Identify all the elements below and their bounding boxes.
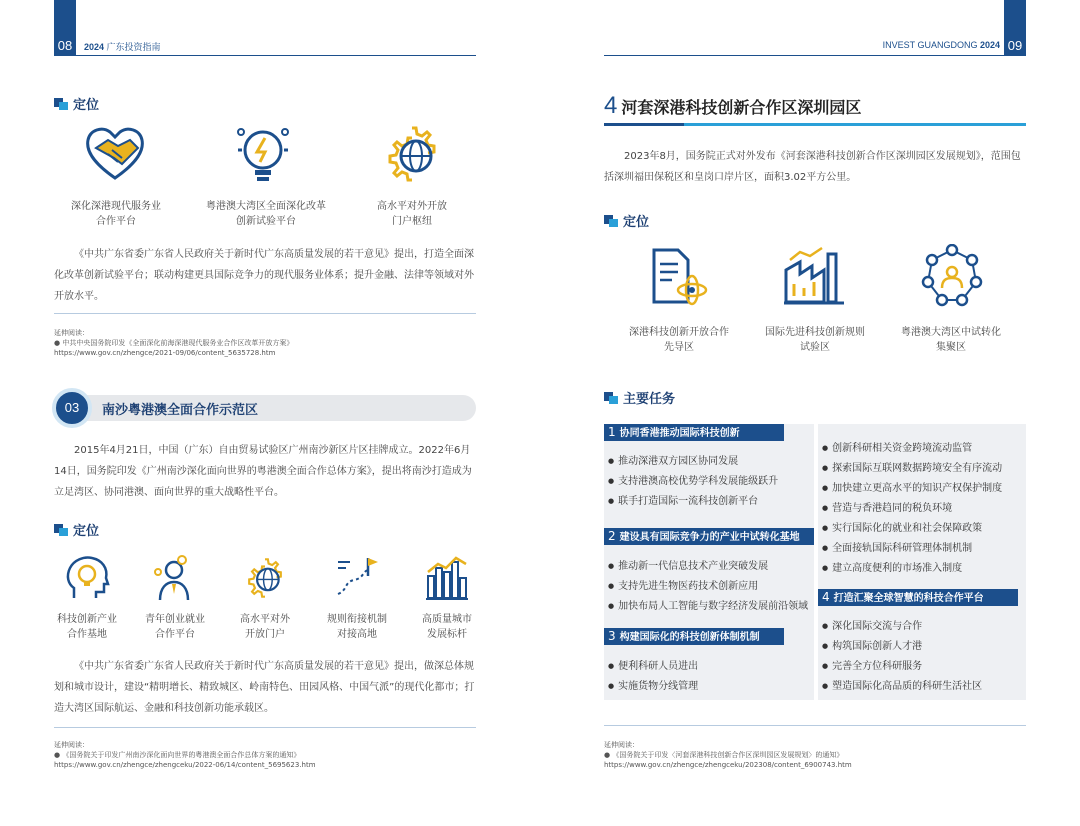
section-03-paragraph: 2015年4月21日，中国（广东）自由贸易试验区广州南沙新区片区挂牌成立。2022年6月14日，国务院印发《广州南沙深化面向世界的粤港澳全面合作总体方案》，提出将南沙打造成为立足湾区、协同港澳、面向世界的重大战略性平台。 bbox=[54, 445, 472, 498]
section-marker-icon bbox=[604, 392, 618, 404]
task-item: ● 加快布局人工智能与数字经济发展前沿领域 bbox=[608, 597, 808, 612]
task-group-2-header: 2 建设具有国际竞争力的产业中试转化基地 bbox=[604, 528, 814, 545]
right-header-rule bbox=[604, 55, 1026, 56]
divider bbox=[604, 725, 1026, 726]
icon-caption: 高质量城市 发展标杆 bbox=[422, 614, 472, 640]
left-page-number: 08 bbox=[54, 0, 76, 56]
task-item: ● 创新科研相关资金跨境流动监管 bbox=[822, 439, 972, 454]
left-header-label: 广东投资指南 bbox=[106, 42, 161, 52]
left-positioning-label: 定位 bbox=[54, 94, 99, 113]
section-marker-icon bbox=[54, 524, 68, 536]
section-marker-icon bbox=[54, 98, 68, 110]
icon-caption: 粤港澳大湾区中试转化 集聚区 bbox=[901, 327, 1001, 353]
task-item: ● 塑造国际化高品质的科研生活社区 bbox=[822, 677, 982, 692]
section-4-number: 4 bbox=[604, 92, 618, 119]
section-4-rule-light bbox=[684, 123, 1026, 126]
icon-caption: 深港科技创新开放合作 先导区 bbox=[629, 327, 729, 353]
left-reference-1: 延伸阅读： ● 中共中央国务院印发《全面深化前海深港现代服务业合作区改革开放方案》 https://www.gov.cn/zhengce/2021-09/06/content_5635728.htm bbox=[54, 329, 294, 357]
factory-chart-icon bbox=[782, 244, 848, 312]
left-positioning-label-2: 定位 bbox=[54, 520, 99, 539]
icon-caption: 高水平对外 开放门户 bbox=[240, 614, 290, 640]
city-chart-icon bbox=[424, 554, 470, 606]
section-4-rule-dark bbox=[604, 123, 684, 126]
task-item: ● 推动深港双方园区协同发展 bbox=[608, 452, 738, 467]
document-atom-icon bbox=[648, 244, 710, 312]
section-03-title: 南沙粤港澳全面合作示范区 bbox=[102, 403, 259, 418]
task-item: ● 建立高度便利的市场准入制度 bbox=[822, 559, 962, 574]
task-item: ● 探索国际互联网数据跨境安全有序流动 bbox=[822, 459, 1002, 474]
right-page-number: 09 bbox=[1004, 0, 1026, 56]
left-header-title bbox=[84, 40, 161, 53]
right-header-title bbox=[883, 40, 1000, 50]
icon-caption: 青年创业就业 合作平台 bbox=[145, 614, 205, 640]
icon-caption: 高水平对外开放 门户枢纽 bbox=[377, 201, 447, 227]
task-group-4-header: 4 打造汇聚全球智慧的科技合作平台 bbox=[818, 589, 1018, 606]
task-item: ● 便利科研人员进出 bbox=[608, 657, 698, 672]
divider bbox=[54, 313, 476, 314]
gear-globe-icon bbox=[242, 554, 288, 606]
main-tasks-label: 主要任务 bbox=[604, 388, 675, 407]
task-item: ● 推动新一代信息技术产业突破发展 bbox=[608, 557, 768, 572]
right-positioning-label: 定位 bbox=[604, 211, 649, 230]
task-item: ● 深化国际交流与合作 bbox=[822, 617, 922, 632]
icon-caption: 科技创新产业 合作基地 bbox=[57, 614, 117, 640]
left-positioning-paragraph: 《中共广东省委广东省人民政府关于新时代广东高质量发展的若干意见》提出，打造全面深化改革创新试验平台；联动构建更具国际竞争力的现代服务业体系；提升金融、法律等领域对外开放水平。 bbox=[54, 249, 474, 302]
right-header-year: 2024 bbox=[979, 40, 1000, 50]
icon-caption: 国际先进科技创新规则 试验区 bbox=[765, 327, 865, 353]
youth-person-icon bbox=[152, 554, 198, 606]
task-item: ● 实行国际化的就业和社会保障政策 bbox=[822, 519, 982, 534]
left-reference-2: 延伸阅读： ● 《国务院关于印发广州南沙深化面向世界的粤港澳全面合作总体方案的通知》 https://www.gov.cn/zhengce/zhengceku/2022-06/14/content_5695623.htm bbox=[54, 741, 316, 769]
gear-globe-icon bbox=[380, 122, 444, 190]
right-header-label: INVEST GUANGDONG bbox=[882, 40, 978, 50]
flag-path-icon bbox=[334, 554, 380, 606]
section-4-paragraph: 2023年8月，国务院正式对外发布《河套深港科技创新合作区深圳园区发展规划》，范围包括深圳福田保税区和皇岗口岸片区，面积3.02平方公里。 bbox=[604, 151, 1021, 183]
task-item: ● 加快建立更高水平的知识产权保护制度 bbox=[822, 479, 1002, 494]
lightbulb-icon bbox=[232, 122, 294, 192]
task-item: ● 支持港澳高校优势学科发展能级跃升 bbox=[608, 472, 778, 487]
left-header-year: 2024 bbox=[84, 42, 105, 52]
task-item: ● 支持先进生物医药技术创新应用 bbox=[608, 577, 758, 592]
task-item: ● 实施货物分线管理 bbox=[608, 677, 698, 692]
head-bulb-icon bbox=[64, 554, 110, 606]
task-item: ● 全面接轨国际科研管理体制机制 bbox=[822, 539, 972, 554]
left-header-rule bbox=[54, 55, 476, 56]
task-group-1-header: 1 协同香港推动国际科技创新 bbox=[604, 424, 784, 441]
right-reference: 延伸阅读： ● 《国务院关于印发〈河套深港科技创新合作区深圳园区发展规划〉的通知》 https://www.gov.cn/zhengce/zhengceku/202308/content_6900743.htm bbox=[604, 741, 852, 769]
network-person-icon bbox=[920, 244, 984, 312]
task-item: ● 构筑国际创新人才港 bbox=[822, 637, 922, 652]
section-4-title: 河套深港科技创新合作区深圳园区 bbox=[621, 98, 862, 117]
left-positioning-2-paragraph: 《中共广东省委广东省人民政府关于新时代广东高质量发展的若干意见》提出，做深总体规划和城市设计，建设“精明增长、精致城区、岭南特色、田园风格、中国气派”的现代化都市；打造大湾区国际航运、金融和科技创新功能承载区。 bbox=[54, 661, 475, 714]
task-item: ● 联手打造国际一流科技创新平台 bbox=[608, 492, 758, 507]
icon-caption: 规则衔接机制 对接高地 bbox=[327, 614, 387, 640]
task-item: ● 完善全方位科研服务 bbox=[822, 657, 922, 672]
task-group-3-header: 3 构建国际化的科技创新体制机制 bbox=[604, 628, 784, 645]
divider bbox=[54, 727, 476, 728]
section-marker-icon bbox=[604, 215, 618, 227]
task-item: ● 营造与香港趋同的税负环境 bbox=[822, 499, 952, 514]
section-4-heading bbox=[604, 92, 861, 120]
section-03-badge: 03 bbox=[52, 388, 92, 428]
handshake-heart-icon bbox=[82, 122, 148, 188]
icon-caption: 深化深港现代服务业 合作平台 bbox=[71, 201, 161, 227]
icon-caption: 粤港澳大湾区全面深化改革 创新试验平台 bbox=[206, 201, 326, 227]
